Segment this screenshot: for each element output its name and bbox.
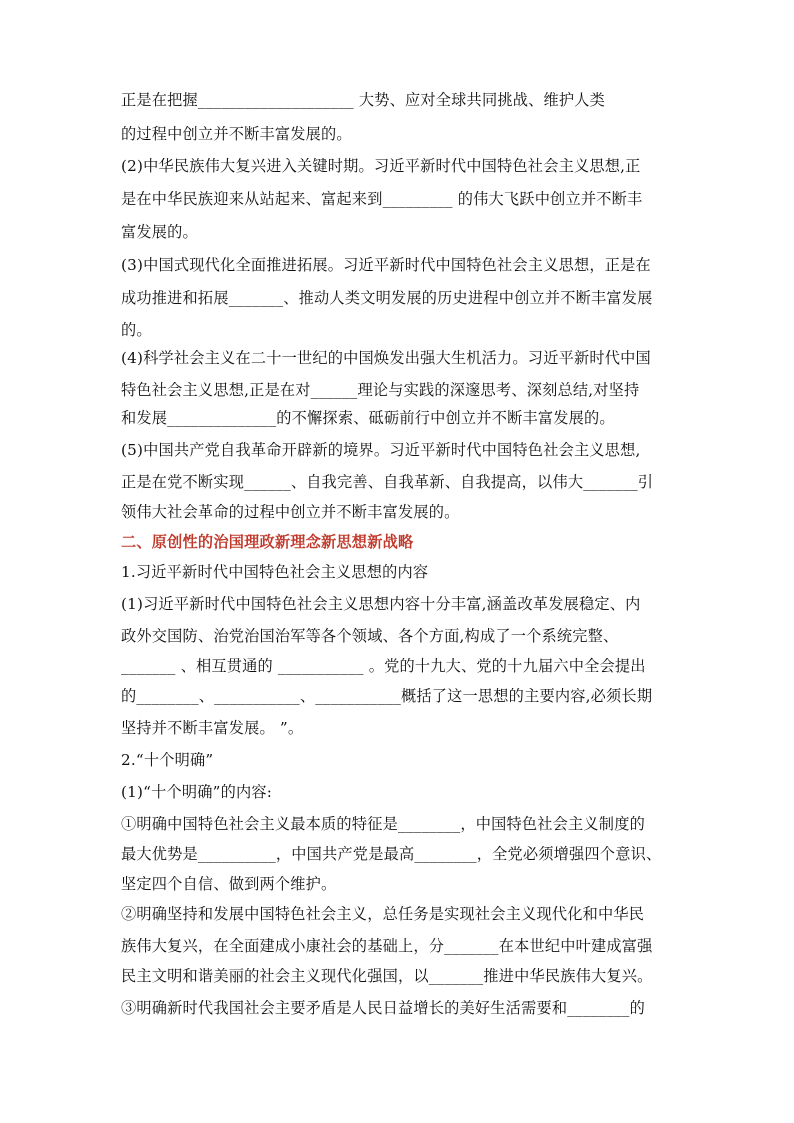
text-line: 的过程中创立并不断丰富发展的。	[121, 125, 352, 143]
subsection-title: 2.“十个明确”	[121, 751, 214, 769]
text-line: (5)中国共产党自我革命开辟新的境界。习近平新时代中国特色社会主义思想,	[121, 441, 641, 459]
text-line: 正是在党不断实现______、自我完善、自我革新、自我提高，以伟大_______引	[121, 473, 654, 491]
text-line: 民主文明和谐美丽的社会主义现代化强国，以_______推进中华民族伟大复兴。	[121, 967, 653, 985]
text-line: 是在中华民族迎来从站起来、富起来到_________ 的伟大飞跃中创立并不断丰	[121, 190, 643, 208]
text-line: 和发展______________的不懈探索、砥砺前行中创立并不断丰富发展的。	[121, 409, 615, 427]
text-line: 族伟大复兴，在全面建成小康社会的基础上，分_______在本世纪中叶建成富强	[121, 937, 653, 955]
text-line: (1)习近平新时代中国特色社会主义思想内容十分丰富,涵盖改革发展稳定、内	[121, 595, 641, 613]
text-line: ③明确新时代我国社会主要矛盾是人民日益增长的美好生活需要和________的	[121, 999, 645, 1017]
text-line: 政外交国防、治党治国治军等各个领域、各个方面,构成了一个系统完整、	[121, 627, 619, 645]
text-line: 坚持并不断丰富发展。 ”。	[121, 719, 304, 737]
text-line: 最大优势是__________，中国共产党是最高________，全党必须增强四个意识、	[121, 845, 662, 863]
text-line: 领伟大社会革命的过程中创立并不断丰富发展的。	[121, 503, 460, 521]
text-line: 特色社会主义思想,正是在对______理论与实践的深邃思考、深刻总结,对坚持	[121, 381, 640, 399]
text-line: 坚定四个自信、做到两个维护。	[121, 875, 337, 893]
text-line: (3)中国式现代化全面推进拓展。习近平新时代中国特色社会主义思想，正是在	[121, 256, 651, 274]
text-line: ①明确中国特色社会主义最本质的特征是________，中国特色社会主义制度的	[121, 815, 645, 833]
section-heading: 二、原创性的治国理政新理念新思想新战略	[121, 533, 414, 551]
text-line: 成功推进和拓展_______、推动人类文明发展的历史进程中创立并不断丰富发展	[121, 289, 653, 307]
text-line: _______ 、相互贯通的 ___________ 。党的十九大、党的十九届六中全会提出	[121, 657, 646, 675]
text-line: 富发展的。	[121, 223, 198, 241]
text-line: (4)科学社会主义在二十一世纪的中国焕发出强大生机活力。习近平新时代中国	[121, 349, 651, 367]
text-line: 的。	[121, 321, 152, 339]
text-line: 正是在把握____________________ 大势、应对全球共同挑战、维护人类	[121, 91, 606, 109]
subsection-title: 1.习近平新时代中国特色社会主义思想的内容	[121, 563, 429, 581]
text-line: (2)中华民族伟大复兴进入关键时期。习近平新时代中国特色社会主义思想,正	[121, 157, 641, 175]
text-line: ②明确坚持和发展中国特色社会主义，总任务是实现社会主义现代化和中华民	[121, 905, 645, 923]
text-line: 的________、___________、___________概括了这一思想的主要内容,必须长期	[121, 687, 653, 705]
text-line: (1)“十个明确”的内容:	[121, 783, 273, 801]
